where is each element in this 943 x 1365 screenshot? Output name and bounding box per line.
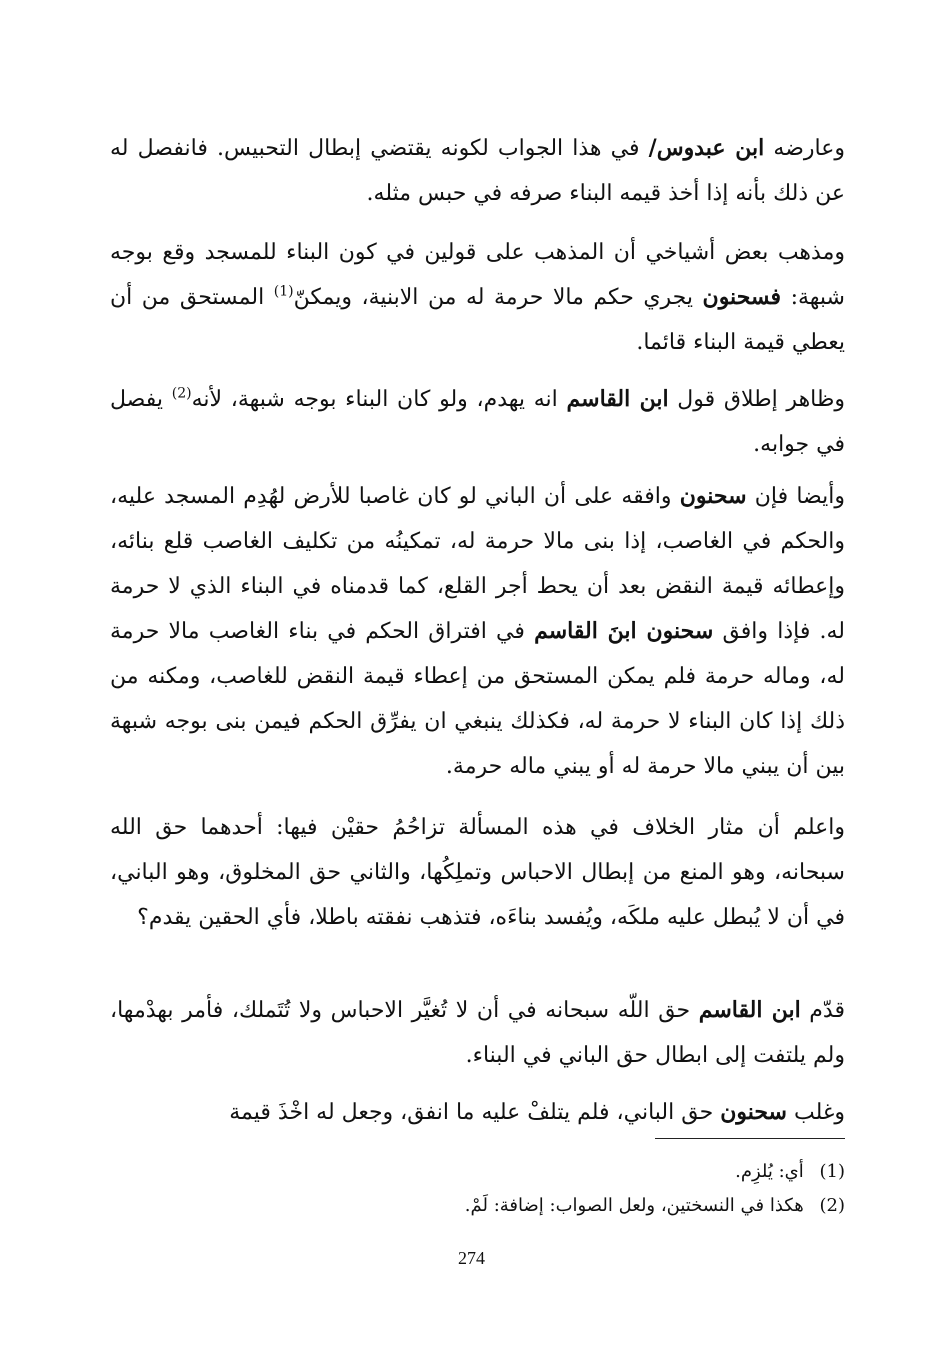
footnote-number: (2) bbox=[819, 1195, 845, 1216]
footnote-number: (1) bbox=[819, 1161, 845, 1182]
paragraph-text bbox=[110, 377, 845, 467]
page-number: 274 bbox=[458, 1248, 485, 1268]
text-run: وافقه على أن الباني لو كان غاصبا للأرض لهُدِم المسجد عليه، والحكم في الغاصب، إذا بنى مالا حرمة له، تمكينُه من تكليف الغاصب قلع بنائه، وإعطائه قيمة النقض بعد أن يحط أجر القلع، كما قدمناه في البناء الذي لا حرمة له. فإذا وافق bbox=[110, 484, 846, 644]
text-run: المستحق من أن يعطي قيمة البناء قائما. bbox=[110, 285, 845, 355]
paragraph-1 bbox=[110, 126, 845, 216]
paragraph-text bbox=[110, 230, 845, 365]
footnote-ref: (1) bbox=[273, 283, 294, 300]
bold-name: سحنون bbox=[720, 1099, 787, 1125]
text-run: قدّم bbox=[800, 998, 845, 1023]
paragraph-5 bbox=[110, 805, 845, 940]
bold-name: سحنون bbox=[679, 483, 747, 509]
bold-name: سحنون ابنَ القاسم bbox=[534, 618, 714, 644]
paragraph-text bbox=[110, 126, 845, 216]
footnote-separator bbox=[655, 1138, 845, 1139]
text-run: ومذهب بعض أشياخي أن المذهب على قولين في كون البناء للمسجد وقع بوجه شبهة: bbox=[110, 240, 845, 310]
bold-name: ابن عبدوس/ bbox=[648, 135, 765, 161]
text-run: يجري حكم مالا حرمة له من الابنية، ويمكنّ bbox=[293, 285, 703, 310]
paragraph-text bbox=[110, 474, 845, 789]
bold-name: ابن القاسم bbox=[698, 997, 801, 1023]
text-run: وغلب bbox=[786, 1100, 845, 1125]
text-run: وأيضا فإن bbox=[746, 484, 845, 509]
text-run: حق الباني، فلم يتلفْ عليه ما انفق، وجعل له اخْذَ قيمة bbox=[229, 1100, 721, 1125]
text-run: وعارضه bbox=[764, 136, 845, 161]
text-run: وظاهر إطلاق قول bbox=[668, 387, 846, 412]
paragraph-text bbox=[110, 805, 845, 940]
paragraph-6 bbox=[110, 988, 845, 1078]
footnote-ref: (2) bbox=[171, 385, 192, 402]
text-run: في هذا الجواب لكونه يقتضي إبطال التحبيس. فانفصل له عن ذلك بأنه إذا أخذ قيمه البناء صرفه في حبس مثله. bbox=[110, 136, 845, 206]
paragraph-2 bbox=[110, 230, 845, 365]
paragraph-3 bbox=[110, 377, 845, 467]
text-run: في افتراق الحكم في بناء الغاصب مالا حرمة له، وماله حرمة فلم يمكن المستحق من إعطاء قيمة النقض للغاصب، ومكنه من ذلك إذا كان البناء لا حرمة له، فكذلك ينبغي ان يفرِّق الحكم فيمن بنى بوجه شبهة بين أن يبني مالا حرمة له أو يبني ماله حرمة. bbox=[110, 619, 845, 779]
paragraph-4 bbox=[110, 474, 845, 789]
paragraph-text bbox=[110, 1090, 845, 1135]
text-run: حق اللّه سبحانه في أن لا تُغيَّر الاحباس ولا تُتَملك، فأمر بهدْمها، ولم يلتفت إلى ابطال حق الباني في البناء. bbox=[110, 998, 845, 1068]
paragraph-text bbox=[110, 988, 845, 1078]
footnotes bbox=[110, 1155, 845, 1223]
bold-name: ابن القاسم bbox=[566, 386, 669, 412]
bold-name: فسحنون bbox=[702, 284, 782, 310]
text-run: واعلم أن مثار الخلاف في هذه المسألة تزاحُمُ حقيْن فيها: أحدهما حق الله سبحانه، وهو المنع من إبطال الاحباس وتملِكُها، والثاني حق المخلوق، وهو الباني، في أن لا يُبطل عليه ملكَه، ويُفسد بناءَه، فتذهب نفقته باطلا، فأي الحقين يقدم؟ bbox=[110, 815, 845, 930]
paragraph-7 bbox=[110, 1090, 845, 1135]
text-run: انه يهدم، ولو كان البناء بوجه شبهة، لأنه bbox=[191, 387, 567, 412]
footnote-1 bbox=[110, 1155, 845, 1189]
footnote-text: أي: يُلزِم. bbox=[735, 1161, 804, 1182]
text-run: يفصل في جوابه. bbox=[110, 387, 845, 457]
footnote-text: هكذا في النسختين، ولعل الصواب: إضافة: لَمْ. bbox=[464, 1195, 804, 1216]
footnote-2 bbox=[110, 1189, 845, 1223]
